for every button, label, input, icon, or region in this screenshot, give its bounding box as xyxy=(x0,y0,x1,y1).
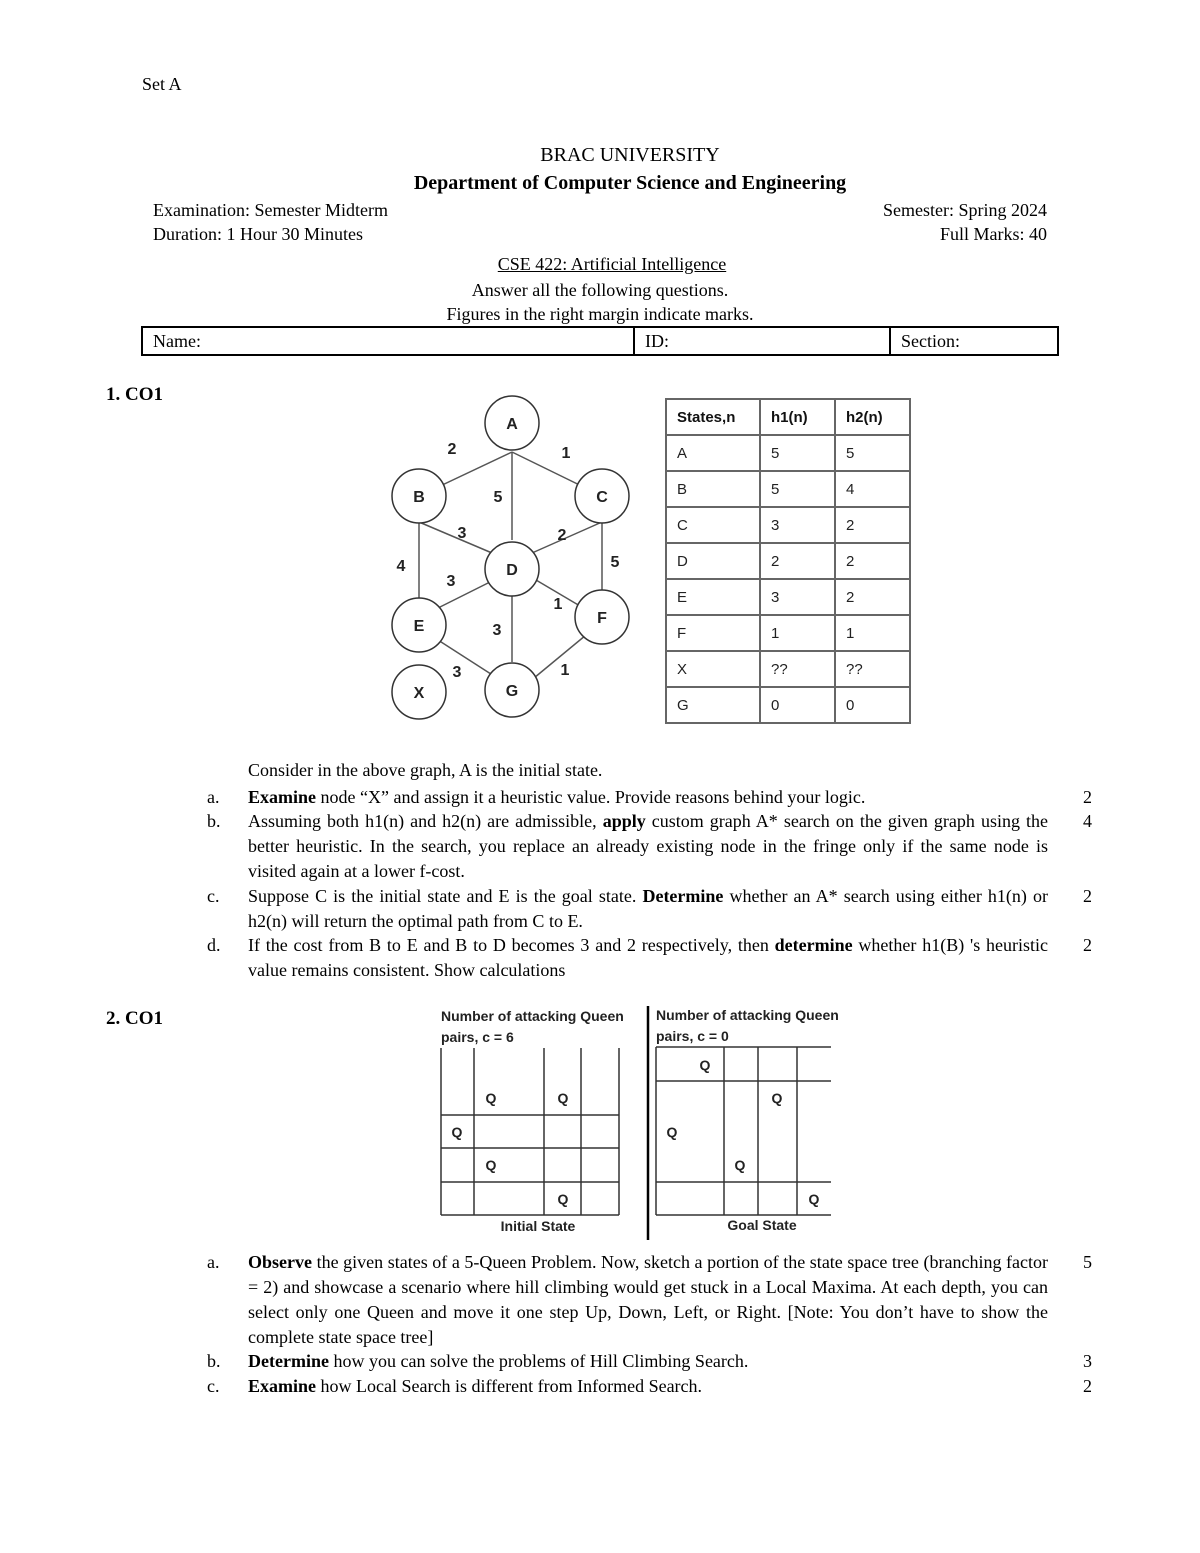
part-text: Determine how you can solve the problems of Hill Climbing Search. xyxy=(248,1351,749,1371)
h1-cell: 3 xyxy=(760,507,835,543)
node-label: E xyxy=(413,618,425,635)
board-titles xyxy=(441,1007,839,1045)
edge-cost-label: 2 xyxy=(447,441,457,458)
table-row xyxy=(666,507,910,543)
duration-label: Duration: 1 Hour 30 Minutes xyxy=(153,224,363,244)
node-label: C xyxy=(596,489,608,506)
heuristic-header: h2(n) xyxy=(835,399,910,435)
table-row xyxy=(666,471,910,507)
h2-cell: 2 xyxy=(835,579,910,615)
part-text: Suppose C is the initial state and E is the goal state. Determine whether an A* search using either h1(n) or h2(n) will return the optimal path from C to E. xyxy=(248,886,1048,931)
queen-mark: Q xyxy=(451,1124,463,1140)
part-marks: 2 xyxy=(1083,1376,1092,1396)
edge-cost-label: 3 xyxy=(446,573,456,590)
search-graph xyxy=(380,390,650,730)
name-field[interactable]: Name: xyxy=(142,327,634,355)
table-row xyxy=(666,615,910,651)
q1-intro: Consider in the above graph, A is the initial state. xyxy=(248,760,603,780)
part-marks: 2 xyxy=(1083,935,1092,955)
h1-cell: 0 xyxy=(760,687,835,723)
part-label: b. xyxy=(207,811,221,831)
queen-mark: Q xyxy=(485,1090,497,1106)
h2-cell: 1 xyxy=(835,615,910,651)
state-cell: E xyxy=(666,579,760,615)
part-label: d. xyxy=(207,935,221,955)
h1-cell: 5 xyxy=(760,471,835,507)
part-text: Observe the given states of a 5-Queen Problem. Now, sketch a portion of the state space tree (branching factor = 2) and showcase a scenario where hill climbing would get stuck in a Local Maxima. At each depth, you can select only one Queen and move it one step Up, Down, Left, or Right. [Note: You don’t have to show the complete state space tree] xyxy=(248,1252,1048,1347)
h2-cell: ?? xyxy=(835,651,910,687)
state-cell: B xyxy=(666,471,760,507)
semester-label: Semester: Spring 2024 xyxy=(883,200,1047,220)
part-text: If the cost from B to E and B to D becomes 3 and 2 respectively, then determine whether h1(B) 's heuristic value remains consistent. Show calculations xyxy=(248,935,1049,980)
edge-cost-label: 4 xyxy=(396,558,406,575)
h2-cell: 5 xyxy=(835,435,910,471)
table-row xyxy=(666,687,910,723)
goal-caption: Goal State xyxy=(727,1217,797,1233)
department-name: Department of Computer Science and Engineering xyxy=(413,172,847,194)
part-label: a. xyxy=(207,1252,220,1272)
node-label: X xyxy=(413,685,425,702)
queen-mark: Q xyxy=(485,1157,497,1173)
h1-cell: 5 xyxy=(760,435,835,471)
initial-title-line1: Number of attacking Queen xyxy=(441,1008,624,1024)
student-info-table xyxy=(141,326,1059,356)
part-marks: 2 xyxy=(1083,886,1092,906)
edge-cost-label: 2 xyxy=(557,527,567,544)
h1-cell: 3 xyxy=(760,579,835,615)
edge-b-d xyxy=(419,522,492,553)
edge-cost-label: 3 xyxy=(452,664,462,681)
id-field[interactable]: ID: xyxy=(634,327,890,355)
h1-cell: ?? xyxy=(760,651,835,687)
set-label: Set A xyxy=(142,74,182,94)
h1-cell: 2 xyxy=(760,543,835,579)
table-row xyxy=(666,543,910,579)
goal-title-line1: Number of attacking Queen xyxy=(656,1007,839,1023)
h2-cell: 2 xyxy=(835,543,910,579)
edge-cost-label: 3 xyxy=(457,525,467,542)
edge-cost-label: 5 xyxy=(610,554,620,571)
part-label: a. xyxy=(207,787,220,807)
state-cell: G xyxy=(666,687,760,723)
initial-title-line2: pairs, c = 6 xyxy=(441,1029,514,1045)
part-text: Examine node “X” and assign it a heuristic value. Provide reasons behind your logic. xyxy=(248,787,866,807)
graph-nodes xyxy=(392,396,629,719)
state-cell: X xyxy=(666,651,760,687)
heuristic-table xyxy=(665,398,911,724)
edge-cost-label: 1 xyxy=(553,596,563,613)
part-label: c. xyxy=(207,886,220,906)
h2-cell: 0 xyxy=(835,687,910,723)
part-label: c. xyxy=(207,1376,220,1396)
part-marks: 3 xyxy=(1083,1351,1092,1371)
goal-title-line2: pairs, c = 0 xyxy=(656,1028,729,1044)
node-label: F xyxy=(597,610,607,627)
initial-board-grid xyxy=(441,1048,619,1215)
initial-caption: Initial State xyxy=(500,1218,576,1234)
h1-cell: 1 xyxy=(760,615,835,651)
edge-cost-label: 1 xyxy=(560,662,570,679)
node-label: D xyxy=(506,562,518,579)
node-label: G xyxy=(505,683,519,700)
node-label: A xyxy=(506,416,518,433)
queen-boards-figure xyxy=(435,1000,865,1245)
state-cell: F xyxy=(666,615,760,651)
queen-mark: Q xyxy=(808,1191,820,1207)
edge-cost-label: 5 xyxy=(493,489,503,506)
full-marks-label: Full Marks: 40 xyxy=(939,224,1047,244)
queen-mark: Q xyxy=(666,1124,678,1140)
part-marks: 5 xyxy=(1083,1252,1092,1272)
instruction-answer-all: Answer all the following questions. xyxy=(471,280,729,300)
queen-mark: Q xyxy=(699,1057,711,1073)
edge-e-g xyxy=(438,640,494,676)
table-row xyxy=(666,435,910,471)
instruction-marks: Figures in the right margin indicate marks. xyxy=(446,304,754,324)
state-cell: D xyxy=(666,543,760,579)
question-2-label: 2. CO1 xyxy=(106,1008,163,1029)
h2-cell: 2 xyxy=(835,507,910,543)
part-marks: 2 xyxy=(1083,787,1092,807)
course-title: CSE 422: Artificial Intelligence xyxy=(497,254,727,274)
university-name: BRAC UNIVERSITY xyxy=(540,144,720,166)
question-1-label: 1. CO1 xyxy=(106,384,163,405)
table-row xyxy=(666,651,910,687)
queen-mark: Q xyxy=(557,1191,569,1207)
section-field[interactable]: Section: xyxy=(890,327,1058,355)
part-text: Assuming both h1(n) and h2(n) are admissible, apply custom graph A* search on the given graph using the better heuristic. In the search, you replace an already existing node in the fringe only if the same node is visited again at a lower f-cost. xyxy=(248,811,1048,881)
node-label: B xyxy=(413,489,425,506)
h2-cell: 4 xyxy=(835,471,910,507)
part-text: Examine how Local Search is different from Informed Search. xyxy=(248,1376,703,1396)
heuristic-header: h1(n) xyxy=(760,399,835,435)
state-cell: C xyxy=(666,507,760,543)
state-cell: A xyxy=(666,435,760,471)
part-label: b. xyxy=(207,1351,221,1371)
heuristic-header: States,n xyxy=(666,399,760,435)
queen-mark: Q xyxy=(557,1090,569,1106)
queen-mark: Q xyxy=(734,1157,746,1173)
edge-cost-label: 3 xyxy=(492,622,502,639)
table-row xyxy=(666,579,910,615)
queen-mark: Q xyxy=(771,1090,783,1106)
examination-label: Examination: Semester Midterm xyxy=(153,200,388,220)
part-marks: 4 xyxy=(1083,811,1092,831)
edge-c-d xyxy=(532,522,602,553)
heuristic-header-row xyxy=(666,399,910,435)
goal-board-grid xyxy=(656,1047,831,1215)
edge-cost-label: 1 xyxy=(561,445,571,462)
